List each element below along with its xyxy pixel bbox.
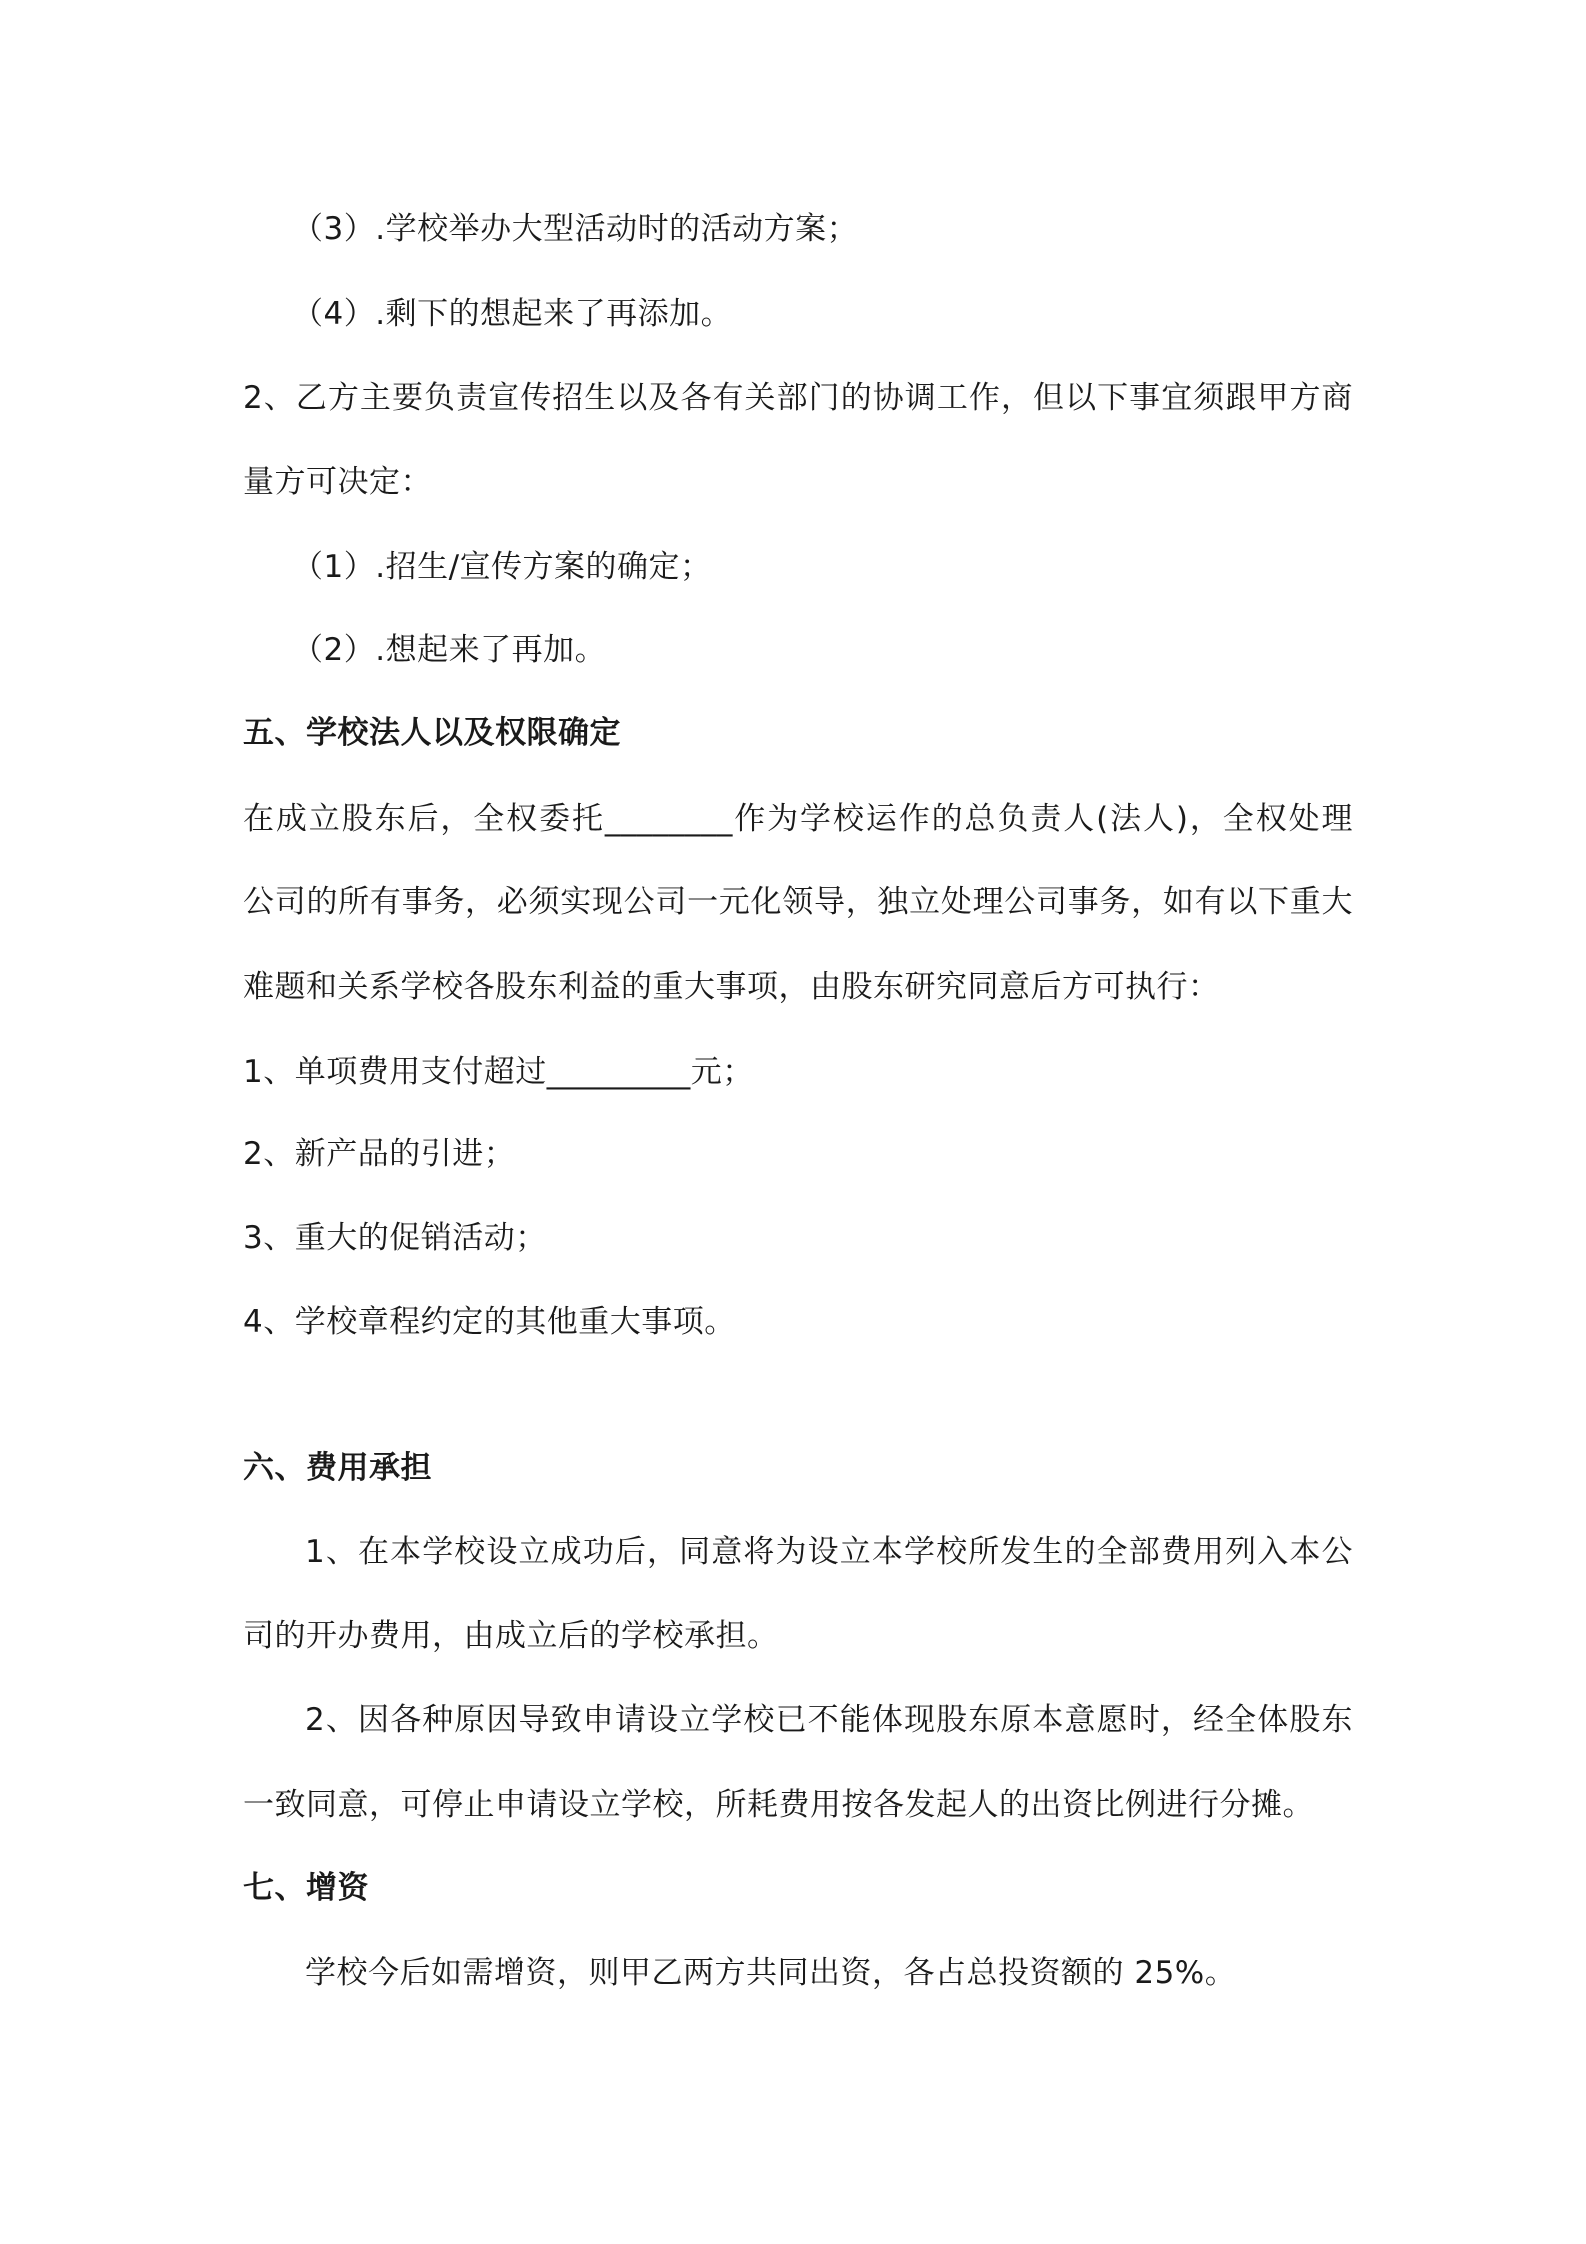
- paragraph-line: 难题和关系学校各股东利益的重大事项，由股东研究同意后方可执行：: [243, 969, 1220, 1005]
- paragraph-line: 学校今后如需增资，则甲乙两方共同出资，各占总投资额的 25%。: [305, 1955, 1237, 1991]
- section-heading: 六、费用承担: [243, 1450, 432, 1486]
- paragraph-line: 2、乙方主要负责宣传招生以及各有关部门的协调工作，但以下事宜须跟甲方商: [243, 380, 1353, 416]
- paragraph-line: 公司的所有事务，必须实现公司一元化领导，独立处理公司事务，如有以下重大: [243, 884, 1353, 920]
- paragraph-line: 1、在本学校设立成功后，同意将为设立本学校所发生的全部费用列入本公: [305, 1534, 1353, 1570]
- paragraph-line: 一致同意，可停止申请设立学校，所耗费用按各发起人的出资比例进行分摊。: [243, 1787, 1314, 1823]
- list-item: 4、学校章程约定的其他重大事项。: [243, 1304, 736, 1340]
- list-item: 2、新产品的引进；: [243, 1136, 516, 1172]
- list-item: （3）.学校举办大型活动时的活动方案；: [292, 211, 859, 247]
- paragraph-line: 司的开办费用，由成立后的学校承担。: [243, 1618, 779, 1654]
- paragraph-line: 在成立股东后，全权委托________作为学校运作的总负责人(法人)，全权处理: [243, 801, 1353, 837]
- list-item: 1、单项费用支付超过_________元；: [243, 1054, 754, 1090]
- list-item: 3、重大的促销活动；: [243, 1220, 547, 1256]
- list-item: （2）.想起来了再加。: [292, 632, 607, 668]
- paragraph-line: 2、因各种原因导致申请设立学校已不能体现股东原本意愿时，经全体股东: [305, 1702, 1353, 1738]
- paragraph-line: 量方可决定：: [243, 464, 432, 500]
- section-heading: 五、学校法人以及权限确定: [243, 715, 621, 751]
- list-item: （1）.招生/宣传方案的确定；: [292, 549, 712, 585]
- list-item: （4）.剩下的想起来了再添加。: [292, 296, 733, 332]
- section-heading: 七、增资: [243, 1870, 369, 1906]
